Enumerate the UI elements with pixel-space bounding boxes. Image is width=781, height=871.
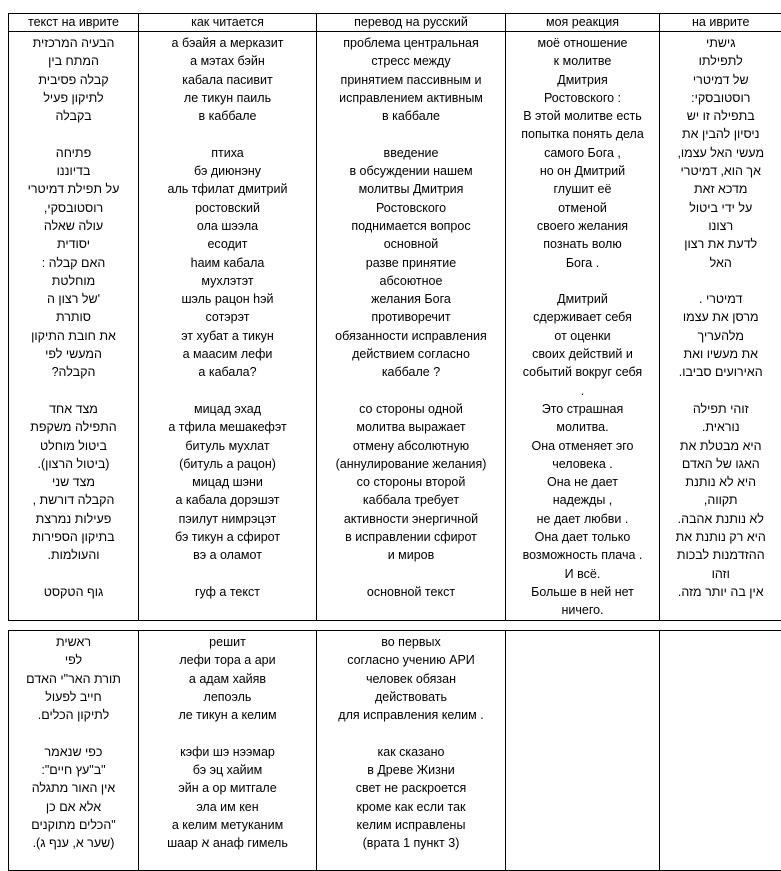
text-line: גוף הטקסט <box>9 583 138 601</box>
text-line: сдерживает себя <box>506 308 659 326</box>
text-line: לתיקון הכלים. <box>9 706 138 724</box>
text-line <box>317 125 505 143</box>
text-line: ростовский <box>139 199 316 217</box>
text-line: פעילות נמרצת <box>9 510 138 528</box>
reading-cell <box>139 32 317 621</box>
text-line: в Древе Жизни <box>317 761 505 779</box>
text-line: проблема центральная <box>317 34 505 52</box>
text-line: а бэайя а мерказит <box>139 34 316 52</box>
text-line <box>139 382 316 400</box>
text-line: в обсуждении нашем <box>317 162 505 180</box>
text-line: надежды , <box>506 491 659 509</box>
text-line: и миров <box>317 546 505 564</box>
header-my-reaction: моя реакция <box>506 14 660 32</box>
reaction-cell <box>506 32 660 621</box>
text-line: האם קבלה : <box>9 254 138 272</box>
text-line: активности энергичной <box>317 510 505 528</box>
text-line: аль тфилат дмитрий <box>139 180 316 198</box>
text-line: лефи тора а ари <box>139 651 316 669</box>
text-line: событий вокруг себя <box>506 363 659 381</box>
header-hebrew-text: текст на иврите <box>9 14 139 32</box>
text-line <box>139 565 316 583</box>
text-line <box>317 565 505 583</box>
reading-cell-2 <box>139 631 317 871</box>
text-line: эйн а ор митгале <box>139 779 316 797</box>
text-line: ола шээла <box>139 217 316 235</box>
text-line: ле тикун паиль <box>139 89 316 107</box>
text-line: לתפילתו <box>660 52 781 70</box>
text-line: בתיקון הספירות <box>9 528 138 546</box>
text-line <box>9 565 138 583</box>
text-line: а кабала? <box>139 363 316 381</box>
text-line: סותרת <box>9 308 138 326</box>
text-line: Дмитрий <box>506 290 659 308</box>
text-line: הקבלה? <box>9 363 138 381</box>
text-line: Она дает только <box>506 528 659 546</box>
text-line: в каббале <box>139 107 316 125</box>
text-line: к молитве <box>506 52 659 70</box>
text-line: шаар א анаф гимель <box>139 834 316 852</box>
text-line: действовать <box>317 688 505 706</box>
text-line: לתיקון פעיל <box>9 89 138 107</box>
header-russian-translation: перевод на русский <box>317 14 506 32</box>
text-line: битуль мухлат <box>139 437 316 455</box>
text-line: мухлэтэт <box>139 272 316 290</box>
text-line: кабала пасивит <box>139 71 316 89</box>
text-line <box>139 125 316 143</box>
text-line: стресс между <box>317 52 505 70</box>
text-line: отменой <box>506 199 659 217</box>
text-line: а кабала дорэшэт <box>139 491 316 509</box>
text-line: היא רק נותנת את <box>660 528 781 546</box>
text-line: И всё. <box>506 565 659 583</box>
text-line <box>139 724 316 742</box>
text-line: הקבלה דורשת , <box>9 491 138 509</box>
text-line: а маасим лефи <box>139 345 316 363</box>
text-line: חייב לפעול <box>9 688 138 706</box>
text-line: 'של רצון ה <box>9 290 138 308</box>
text-line: התפילה משקפת <box>9 418 138 436</box>
text-line: введение <box>317 144 505 162</box>
text-line: הבעיה המרכזית <box>9 34 138 52</box>
text-line <box>9 125 138 143</box>
text-line: каббале ? <box>317 363 505 381</box>
reaction-hebrew-lines-2 <box>660 631 781 633</box>
text-line: своего желания <box>506 217 659 235</box>
text-line: את חובת התיקון <box>9 327 138 345</box>
text-line: во первых <box>317 633 505 651</box>
text-line: אין האור מתגלה <box>9 779 138 797</box>
text-line: "הכלים מתוקנים <box>9 816 138 834</box>
text-line: абсоютное <box>317 272 505 290</box>
text-line: шэль рацон hэй <box>139 290 316 308</box>
text-line: מוחלטת <box>9 272 138 290</box>
hebrew-text-cell <box>9 32 139 621</box>
text-line: hаим кабала <box>139 254 316 272</box>
text-line: как сказано <box>317 743 505 761</box>
text-line: ההזדמנות לבכות <box>660 546 781 564</box>
text-line: יסודית <box>9 235 138 253</box>
text-line: את מעשיו ואת <box>660 345 781 363</box>
header-in-hebrew: на иврите <box>660 14 781 32</box>
text-line: молитва выражает <box>317 418 505 436</box>
text-line: основной текст <box>317 583 505 601</box>
text-line: אך הוא, דמיטרי <box>660 162 781 180</box>
text-line: пэилут нимрэцэт <box>139 510 316 528</box>
text-line: принятием пассивным и <box>317 71 505 89</box>
text-line <box>660 272 781 290</box>
text-line: молитвы Дмитрия <box>317 180 505 198</box>
text-line: исправлением активным <box>317 89 505 107</box>
text-line: эла им кен <box>139 798 316 816</box>
text-line: האל <box>660 254 781 272</box>
text-line: согласно учению АРИ <box>317 651 505 669</box>
text-line: מדכא זאת <box>660 180 781 198</box>
hebrew-text-lines-2 <box>9 631 138 853</box>
text-line: кроме как если так <box>317 798 505 816</box>
text-line: בקבלה <box>9 107 138 125</box>
text-line: פתיחה <box>9 144 138 162</box>
text-line: (битуль а рацон) <box>139 455 316 473</box>
text-line: ле тикун а келим <box>139 706 316 724</box>
reading-lines-2 <box>139 631 316 853</box>
text-line: познать волю <box>506 235 659 253</box>
content-row <box>9 32 781 621</box>
text-line: со стороны второй <box>317 473 505 491</box>
reaction-hebrew-cell <box>660 32 781 621</box>
text-line: но он Дмитрий <box>506 162 659 180</box>
text-line: Ростовского : <box>506 89 659 107</box>
text-line: בתפילה זו יש <box>660 107 781 125</box>
text-line: המתח בין <box>9 52 138 70</box>
text-line: разве принятие <box>317 254 505 272</box>
text-line: Она не дает <box>506 473 659 491</box>
text-line: от оценки <box>506 327 659 345</box>
text-line: על תפילת דמיטרי <box>9 180 138 198</box>
text-line: (аннулирование желания) <box>317 455 505 473</box>
text-line: поднимается вопрос <box>317 217 505 235</box>
text-line: действием согласно <box>317 345 505 363</box>
translation-lines-2 <box>317 631 505 853</box>
text-line: свет не раскроется <box>317 779 505 797</box>
text-line: מרסן את עצמו <box>660 308 781 326</box>
text-line: для исправления келим . <box>317 706 505 724</box>
text-line: רצונו <box>660 217 781 235</box>
text-line: в каббале <box>317 107 505 125</box>
text-line: сотэрэт <box>139 308 316 326</box>
text-line: דמיטרי . <box>660 290 781 308</box>
text-line: вэ а оламот <box>139 546 316 564</box>
text-line: мицад эхад <box>139 400 316 418</box>
text-line: обязанности исправления <box>317 327 505 345</box>
text-line: מלהעריך <box>660 327 781 345</box>
text-line: וזהו <box>660 565 781 583</box>
text-line: гуф а текст <box>139 583 316 601</box>
reaction-hebrew-lines <box>660 32 781 601</box>
text-line: של דמיטרי <box>660 71 781 89</box>
text-line: отмену абсолютную <box>317 437 505 455</box>
text-line: ניסיון להבין את <box>660 125 781 143</box>
reaction-lines <box>506 32 659 620</box>
text-line: молитва. <box>506 418 659 436</box>
text-line: קבלה פסיבית <box>9 71 138 89</box>
text-line: מצד שני <box>9 473 138 491</box>
text-line: кэфи шэ нээмар <box>139 743 316 761</box>
text-line: תורת האר"י האדם <box>9 670 138 688</box>
text-line: не дает любви . <box>506 510 659 528</box>
text-line: глушит её <box>506 180 659 198</box>
hebrew-text-lines <box>9 32 138 601</box>
text-line: מצד אחד <box>9 400 138 418</box>
text-line: על ידי ביטול <box>660 199 781 217</box>
text-line: האגו של האדם <box>660 455 781 473</box>
text-line: המעשי לפי <box>9 345 138 363</box>
text-line: а келим метуканим <box>139 816 316 834</box>
text-line: а адам хайяв <box>139 670 316 688</box>
text-line: своих действий и <box>506 345 659 363</box>
text-line: бэ диюнэну <box>139 162 316 180</box>
text-line <box>660 382 781 400</box>
text-line: אין בה יותר מזה. <box>660 583 781 601</box>
text-line <box>317 724 505 742</box>
text-line: лепоэль <box>139 688 316 706</box>
text-line: והעולמות. <box>9 546 138 564</box>
header-row <box>9 14 781 32</box>
header-reading: как читается <box>139 14 317 32</box>
text-line: Она отменяет эго <box>506 437 659 455</box>
text-line: נוראית. <box>660 418 781 436</box>
text-line: רוסטובסקי: <box>660 89 781 107</box>
text-line: человека . <box>506 455 659 473</box>
text-line: תקווה, <box>660 491 781 509</box>
text-line: (ביטול הרצון). <box>9 455 138 473</box>
content-row-2 <box>9 631 781 871</box>
reading-lines <box>139 32 316 601</box>
text-line <box>9 724 138 742</box>
text-line: Больше в ней нет <box>506 583 659 601</box>
text-line: אלא אם כן <box>9 798 138 816</box>
translation-cell-2 <box>317 631 506 871</box>
reaction-lines-2 <box>506 631 659 633</box>
text-line: птиха <box>139 144 316 162</box>
text-line: бэ тикун а сфирот <box>139 528 316 546</box>
text-line: לא נותנת אהבה. <box>660 510 781 528</box>
text-line: противоречит <box>317 308 505 326</box>
text-line: Бога . <box>506 254 659 272</box>
reaction-hebrew-cell-2 <box>660 631 781 871</box>
text-line: . <box>506 382 659 400</box>
text-line: возможность плача . <box>506 546 659 564</box>
text-line: бэ эц хайим <box>139 761 316 779</box>
text-line: а тфила мешакефэт <box>139 418 316 436</box>
text-line: человек обязан <box>317 670 505 688</box>
text-line: эт хубат а тикун <box>139 327 316 345</box>
text-line: לדעת את רצון <box>660 235 781 253</box>
text-line: עולה שאלה <box>9 217 138 235</box>
text-line: בדיוננו <box>9 162 138 180</box>
text-line: (שער א, ענף ג). <box>9 834 138 852</box>
text-line: самого Бога , <box>506 144 659 162</box>
text-line: ничего. <box>506 601 659 619</box>
text-line: в исправлении сфирот <box>317 528 505 546</box>
text-line: לפי <box>9 651 138 669</box>
text-line <box>317 382 505 400</box>
text-line: основной <box>317 235 505 253</box>
text-line <box>506 272 659 290</box>
text-line: רוסטובסקי, <box>9 199 138 217</box>
text-line: келим исправлены <box>317 816 505 834</box>
text-line: האירועים סביבו. <box>660 363 781 381</box>
text-line: а мэтах бэйн <box>139 52 316 70</box>
text-line: גישתי <box>660 34 781 52</box>
second-table <box>8 630 781 871</box>
text-line: (врата 1 пункт 3) <box>317 834 505 852</box>
text-line: מעשי האל עצמו, <box>660 144 781 162</box>
text-line: היא לא נותנת <box>660 473 781 491</box>
text-line: היא מבטלת את <box>660 437 781 455</box>
translation-lines <box>317 32 505 601</box>
text-line: каббала требует <box>317 491 505 509</box>
text-line: мицад шэни <box>139 473 316 491</box>
text-line <box>9 382 138 400</box>
hebrew-text-cell-2 <box>9 631 139 871</box>
text-line: В этой молитве есть <box>506 107 659 125</box>
text-line: есодит <box>139 235 316 253</box>
reaction-cell-2 <box>506 631 660 871</box>
text-line: желания Бога <box>317 290 505 308</box>
main-table <box>8 13 781 621</box>
text-line: כפי שנאמר <box>9 743 138 761</box>
text-line: Это страшная <box>506 400 659 418</box>
text-line: попытка понять дела <box>506 125 659 143</box>
text-line: זוהי תפילה <box>660 400 781 418</box>
text-line: моё отношение <box>506 34 659 52</box>
text-line: ראשית <box>9 633 138 651</box>
text-line: со стороны одной <box>317 400 505 418</box>
text-line: решит <box>139 633 316 651</box>
text-line: Ростовского <box>317 199 505 217</box>
text-line: ביטול מוחלט <box>9 437 138 455</box>
text-line: "ב"עץ חיים": <box>9 761 138 779</box>
translation-cell <box>317 32 506 621</box>
text-line: Дмитрия <box>506 71 659 89</box>
